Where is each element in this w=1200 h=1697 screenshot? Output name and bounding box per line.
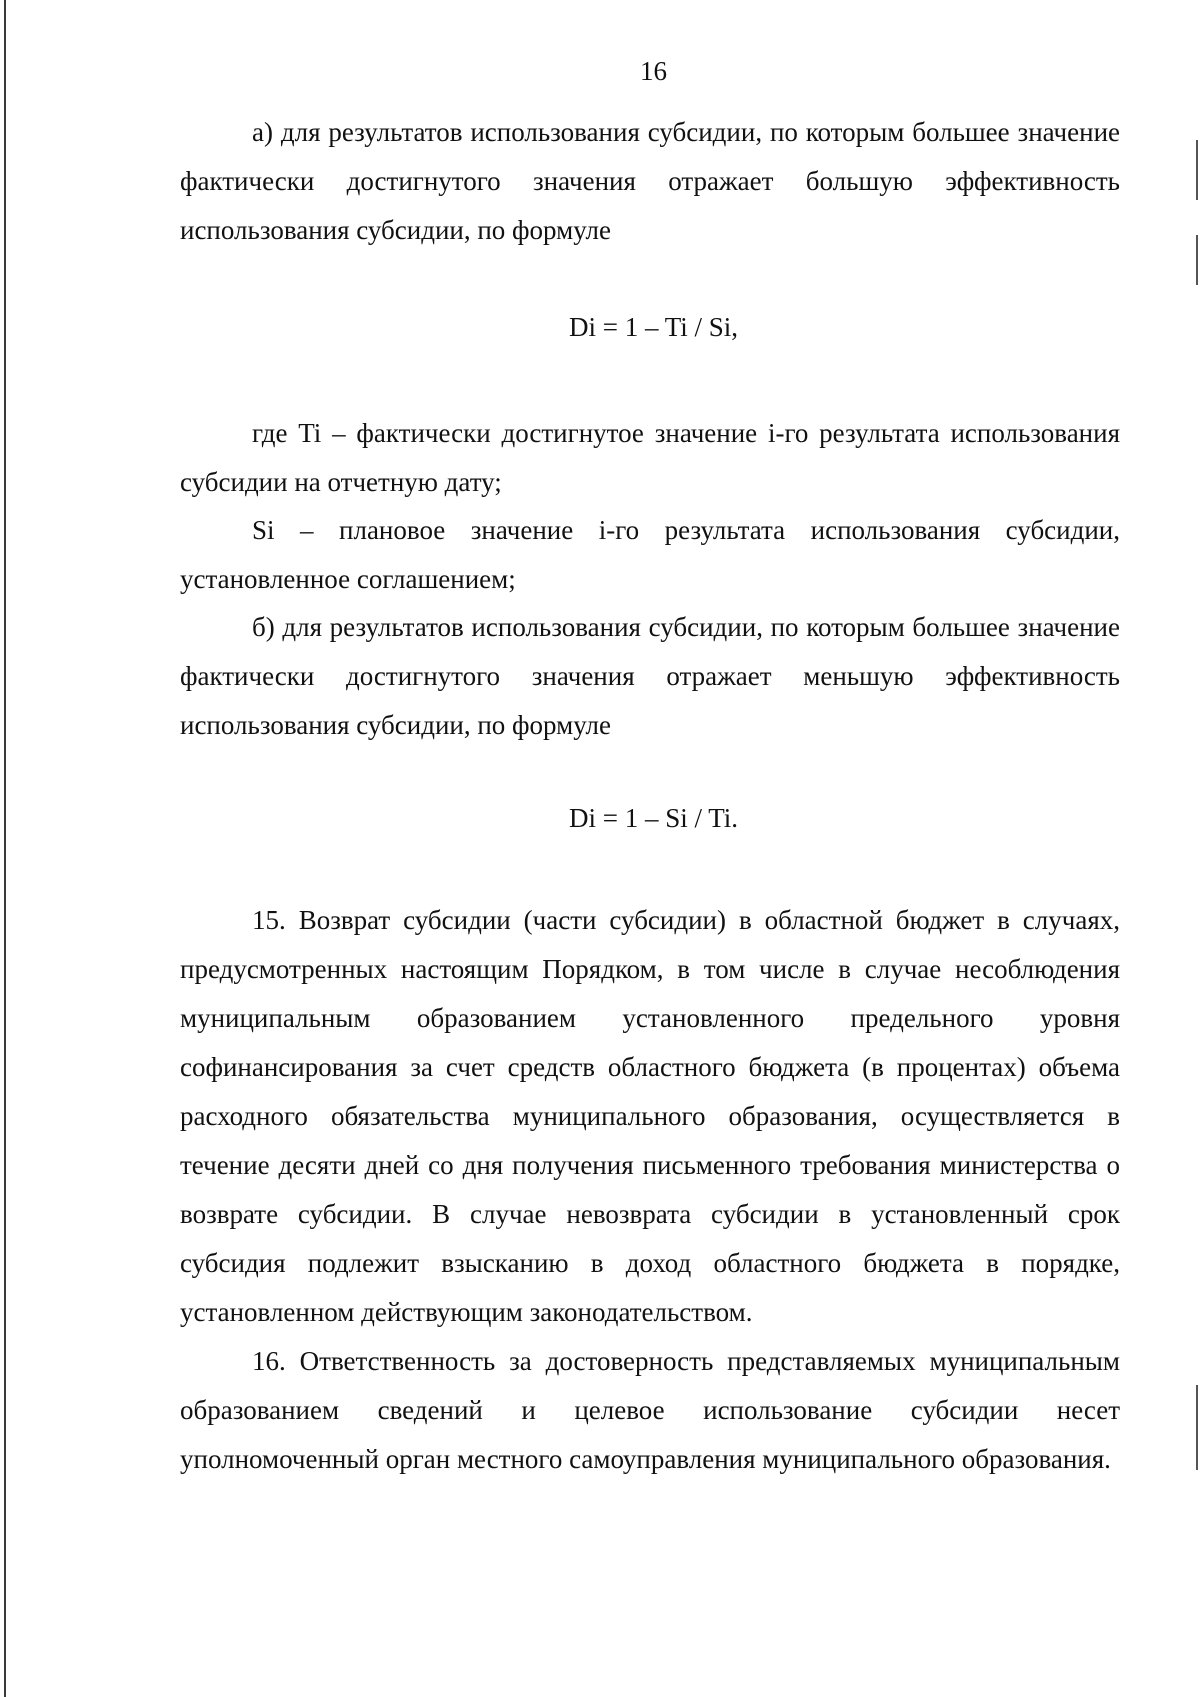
scan-mark-right-3	[1196, 1385, 1198, 1470]
formula-b: Di = 1 – Si / Ti.	[568, 803, 739, 833]
scan-mark-right-1	[1196, 140, 1198, 200]
paragraph-a: а) для результатов использования субсидии, по которым большее значение фактически достигнутого значения отражает большую эффективность использования субсидии, по формуле	[180, 117, 1120, 245]
paragraph-15: 15. Возврат субсидии (части субсидии) в областной бюджет в случаях, предусмотренных настоящим Порядком, в том числе в случае несоблюдения муниципальным образованием установленного предельного уровня софинансирования за счет средств областного бюджета (в процентах) объема расходного обязательства муниципального образования, осуществляется в течение десяти дней со дня получения письменного требования министерства о возврате субсидии. В случае невозврата субсидии в установленный срок субсидия подлежит взысканию в доход областного бюджета в порядке, установленном действующим законодательством.	[180, 905, 1120, 1327]
paragraph-si: Si – плановое значение i-го результата использования субсидии, установленное соглашением;	[180, 515, 1120, 594]
paragraph-where-ti: где Ti – фактически достигнутое значение i-го результата использования субсидии на отчетную дату;	[180, 418, 1120, 497]
formula-a: Di = 1 – Ti / Si,	[568, 312, 739, 342]
scan-mark-right-2	[1196, 235, 1198, 285]
paragraph-16: 16. Ответственность за достоверность представляемых муниципальным образованием сведений и целевое использование субсидии несет уполномоченный орган местного самоуправления муниципального образования.	[180, 1346, 1120, 1474]
scan-edge-left	[4, 0, 6, 1697]
paragraph-b: б) для результатов использования субсидии, по которым большее значение фактически достигнутого значения отражает меньшую эффективность использования субсидии, по формуле	[180, 612, 1120, 740]
page-number: 16	[640, 56, 667, 86]
